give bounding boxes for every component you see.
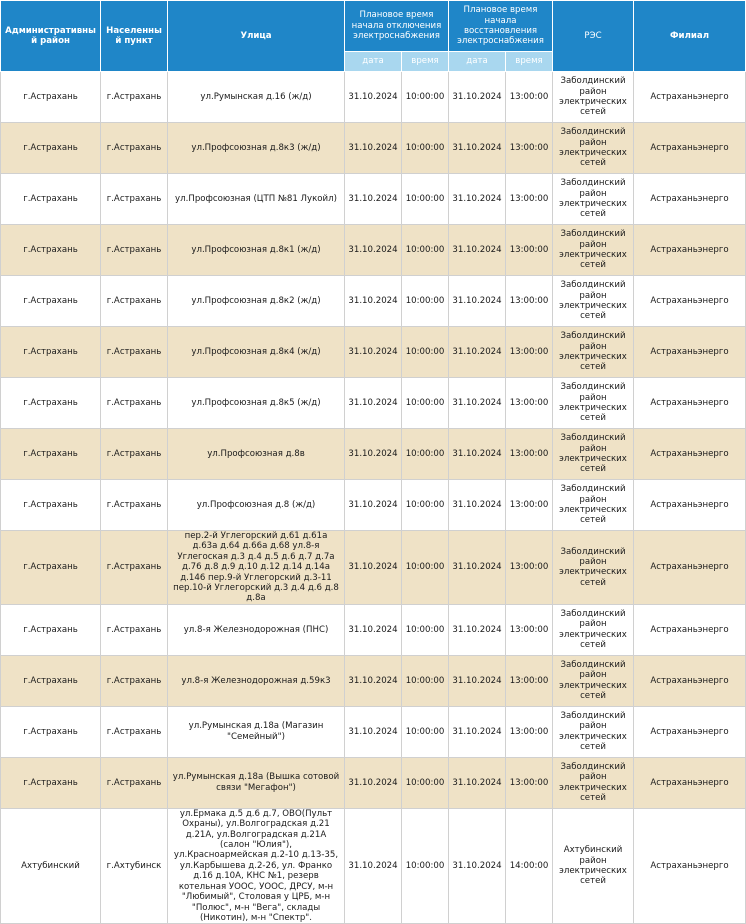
cell-branch: Астраханьэнерго [634, 378, 746, 429]
table-row [1, 378, 746, 429]
cell-branch: Астраханьэнерго [634, 604, 746, 655]
cell-off-time: 10:00:00 [402, 604, 449, 655]
cell-on-time: 13:00:00 [506, 276, 553, 327]
cell-locality: г.Астрахань [101, 174, 168, 225]
table-row [1, 604, 746, 655]
cell-district: Ахтубинский [1, 808, 101, 923]
table-row [1, 123, 746, 174]
cell-branch: Астраханьэнерго [634, 531, 746, 605]
cell-on-time: 13:00:00 [506, 706, 553, 757]
cell-off-date: 31.10.2024 [345, 378, 402, 429]
cell-district: г.Астрахань [1, 327, 101, 378]
cell-on-time: 13:00:00 [506, 327, 553, 378]
cell-locality: г.Астрахань [101, 655, 168, 706]
cell-res: Заболдинский район электрических сетей [553, 72, 634, 123]
cell-district: г.Астрахань [1, 276, 101, 327]
column-header-district: Административный район [1, 1, 101, 72]
cell-off-date: 31.10.2024 [345, 327, 402, 378]
cell-on-date: 31.10.2024 [449, 72, 506, 123]
cell-branch: Астраханьэнерго [634, 123, 746, 174]
cell-branch: Астраханьэнерго [634, 429, 746, 480]
cell-locality: г.Астрахань [101, 531, 168, 605]
cell-res: Заболдинский район электрических сетей [553, 429, 634, 480]
cell-locality: г.Астрахань [101, 72, 168, 123]
table-row [1, 225, 746, 276]
cell-off-time: 10:00:00 [402, 378, 449, 429]
cell-branch: Астраханьэнерго [634, 276, 746, 327]
cell-branch: Астраханьэнерго [634, 174, 746, 225]
cell-off-time: 10:00:00 [402, 808, 449, 923]
cell-on-time: 13:00:00 [506, 604, 553, 655]
cell-off-date: 31.10.2024 [345, 276, 402, 327]
cell-street: ул.Профсоюзная д.8в [168, 429, 345, 480]
cell-off-time: 10:00:00 [402, 531, 449, 605]
cell-off-time: 10:00:00 [402, 706, 449, 757]
cell-street: ул.Профсоюзная д.8к3 (ж/д) [168, 123, 345, 174]
cell-district: г.Астрахань [1, 480, 101, 531]
cell-res: Заболдинский район электрических сетей [553, 706, 634, 757]
table-row [1, 757, 746, 808]
cell-off-time: 10:00:00 [402, 123, 449, 174]
cell-branch: Астраханьэнерго [634, 72, 746, 123]
cell-off-date: 31.10.2024 [345, 604, 402, 655]
cell-on-date: 31.10.2024 [449, 604, 506, 655]
cell-street: ул.Профсоюзная д.8к4 (ж/д) [168, 327, 345, 378]
cell-on-date: 31.10.2024 [449, 429, 506, 480]
cell-on-date: 31.10.2024 [449, 225, 506, 276]
cell-locality: г.Астрахань [101, 757, 168, 808]
cell-res: Заболдинский район электрических сетей [553, 225, 634, 276]
cell-off-date: 31.10.2024 [345, 480, 402, 531]
cell-res: Заболдинский район электрических сетей [553, 604, 634, 655]
cell-district: г.Астрахань [1, 123, 101, 174]
cell-district: г.Астрахань [1, 429, 101, 480]
cell-district: г.Астрахань [1, 706, 101, 757]
cell-res: Ахтубинский район электрических сетей [553, 808, 634, 923]
table-row [1, 531, 746, 605]
cell-district: г.Астрахань [1, 531, 101, 605]
cell-off-date: 31.10.2024 [345, 531, 402, 605]
cell-on-time: 13:00:00 [506, 225, 553, 276]
cell-street: ул.Румынская д.18а (Магазин "Семейный") [168, 706, 345, 757]
cell-on-date: 31.10.2024 [449, 327, 506, 378]
cell-on-time: 13:00:00 [506, 531, 553, 605]
table-row [1, 480, 746, 531]
cell-locality: г.Ахтубинск [101, 808, 168, 923]
cell-off-date: 31.10.2024 [345, 123, 402, 174]
cell-on-time: 13:00:00 [506, 123, 553, 174]
cell-off-time: 10:00:00 [402, 276, 449, 327]
column-header-restore-time: Плановое время начала восстановления электроснабжения [449, 1, 553, 52]
cell-branch: Астраханьэнерго [634, 706, 746, 757]
cell-off-time: 10:00:00 [402, 327, 449, 378]
cell-off-time: 10:00:00 [402, 225, 449, 276]
table-row [1, 276, 746, 327]
column-header-off-time: Плановое время начала отключения электроснабжения [345, 1, 449, 52]
cell-street: ул.8-я Железнодорожная д.59к3 [168, 655, 345, 706]
cell-off-date: 31.10.2024 [345, 174, 402, 225]
cell-locality: г.Астрахань [101, 706, 168, 757]
cell-branch: Астраханьэнерго [634, 757, 746, 808]
cell-on-time: 13:00:00 [506, 174, 553, 225]
cell-locality: г.Астрахань [101, 225, 168, 276]
cell-on-date: 31.10.2024 [449, 480, 506, 531]
table-header [1, 1, 746, 72]
cell-off-date: 31.10.2024 [345, 706, 402, 757]
cell-on-time: 13:00:00 [506, 72, 553, 123]
cell-on-date: 31.10.2024 [449, 808, 506, 923]
cell-off-time: 10:00:00 [402, 757, 449, 808]
table-row [1, 655, 746, 706]
cell-district: г.Астрахань [1, 378, 101, 429]
cell-on-date: 31.10.2024 [449, 378, 506, 429]
cell-district: г.Астрахань [1, 225, 101, 276]
cell-off-date: 31.10.2024 [345, 655, 402, 706]
cell-locality: г.Астрахань [101, 276, 168, 327]
cell-off-time: 10:00:00 [402, 480, 449, 531]
cell-on-time: 13:00:00 [506, 757, 553, 808]
cell-locality: г.Астрахань [101, 123, 168, 174]
cell-off-time: 10:00:00 [402, 429, 449, 480]
table-row [1, 327, 746, 378]
cell-street: ул.Профсоюзная д.8к1 (ж/д) [168, 225, 345, 276]
cell-on-time: 13:00:00 [506, 378, 553, 429]
cell-off-date: 31.10.2024 [345, 72, 402, 123]
table-row [1, 808, 746, 923]
cell-res: Заболдинский район электрических сетей [553, 480, 634, 531]
cell-on-time: 13:00:00 [506, 429, 553, 480]
cell-res: Заболдинский район электрических сетей [553, 378, 634, 429]
cell-on-date: 31.10.2024 [449, 276, 506, 327]
cell-on-date: 31.10.2024 [449, 655, 506, 706]
cell-off-date: 31.10.2024 [345, 429, 402, 480]
cell-district: г.Астрахань [1, 174, 101, 225]
cell-district: г.Астрахань [1, 72, 101, 123]
subheader-on-time: время [506, 52, 553, 72]
table-row [1, 174, 746, 225]
cell-district: г.Астрахань [1, 757, 101, 808]
cell-res: Заболдинский район электрических сетей [553, 757, 634, 808]
cell-res: Заболдинский район электрических сетей [553, 276, 634, 327]
cell-on-date: 31.10.2024 [449, 123, 506, 174]
subheader-on-date: дата [449, 52, 506, 72]
cell-street: ул.Румынская д.18а (Вышка сотовой связи "Мегафон") [168, 757, 345, 808]
cell-res: Заболдинский район электрических сетей [553, 655, 634, 706]
cell-branch: Астраханьэнерго [634, 480, 746, 531]
cell-on-date: 31.10.2024 [449, 531, 506, 605]
cell-locality: г.Астрахань [101, 327, 168, 378]
subheader-off-date: дата [345, 52, 402, 72]
cell-locality: г.Астрахань [101, 480, 168, 531]
cell-off-time: 10:00:00 [402, 174, 449, 225]
cell-branch: Астраханьэнерго [634, 327, 746, 378]
cell-on-date: 31.10.2024 [449, 706, 506, 757]
cell-res: Заболдинский район электрических сетей [553, 327, 634, 378]
cell-locality: г.Астрахань [101, 604, 168, 655]
cell-on-time: 13:00:00 [506, 655, 553, 706]
table-body [1, 72, 746, 924]
column-header-res: РЭС [553, 1, 634, 72]
cell-street: пер.2-й Углегорский д.61 д.61а д.63а д.64 д.66а д.68 ул.8-я Углегоская д.3 д.4 д.5 д.6 д.7 д.7а д.76 д.8 д.9 д.10 д.12 д.14 д.14а д.146 пер.9-й Углегорский д.3-11 пер.10-й Углегорский д.3 д.4 д.6 д.8 д.8а [168, 531, 345, 605]
cell-district: г.Астрахань [1, 655, 101, 706]
cell-off-date: 31.10.2024 [345, 757, 402, 808]
table-row [1, 72, 746, 123]
cell-on-date: 31.10.2024 [449, 174, 506, 225]
cell-branch: Астраханьэнерго [634, 655, 746, 706]
cell-street: ул.Профсоюзная д.8к2 (ж/д) [168, 276, 345, 327]
cell-off-date: 31.10.2024 [345, 808, 402, 923]
cell-locality: г.Астрахань [101, 378, 168, 429]
cell-branch: Астраханьэнерго [634, 808, 746, 923]
cell-on-date: 31.10.2024 [449, 757, 506, 808]
cell-street: ул.Румынская д.16 (ж/д) [168, 72, 345, 123]
cell-locality: г.Астрахань [101, 429, 168, 480]
cell-branch: Астраханьэнерго [634, 225, 746, 276]
cell-res: Заболдинский район электрических сетей [553, 174, 634, 225]
column-header-locality: Населенный пункт [101, 1, 168, 72]
cell-street: ул.Профсоюзная д.8к5 (ж/д) [168, 378, 345, 429]
cell-street: ул.8-я Железнодорожная (ПНС) [168, 604, 345, 655]
cell-district: г.Астрахань [1, 604, 101, 655]
cell-street: ул.Ермака д.5 д.6 д.7, ОВО(Пульт Охраны), ул.Волгоградская д.21 д.21А, ул.Волгоградская д.21А (салон "Юлия"), ул.Красноармейская д.2-10 д.13-35, ул.Карбышева д.2-26, ул. Франко д.16 д.10А, КНС №1, резерв котельная УООС, УООС, ДРСУ, м-н "Любимый", Столовая у ЦРБ, м-н "Полюс", м-н "Вега", склады (Никотин), м-н "Спектр". [168, 808, 345, 923]
subheader-off-time: время [402, 52, 449, 72]
cell-street: ул.Профсоюзная (ЦТП №81 Лукойл) [168, 174, 345, 225]
cell-street: ул.Профсоюзная д.8 (ж/д) [168, 480, 345, 531]
table-row [1, 706, 746, 757]
cell-res: Заболдинский район электрических сетей [553, 123, 634, 174]
table-row [1, 429, 746, 480]
cell-off-date: 31.10.2024 [345, 225, 402, 276]
cell-on-time: 13:00:00 [506, 480, 553, 531]
cell-off-time: 10:00:00 [402, 655, 449, 706]
cell-res: Заболдинский район электрических сетей [553, 531, 634, 605]
column-header-street: Улица [168, 1, 345, 72]
cell-on-time: 14:00:00 [506, 808, 553, 923]
column-header-branch: Филиал [634, 1, 746, 72]
cell-off-time: 10:00:00 [402, 72, 449, 123]
